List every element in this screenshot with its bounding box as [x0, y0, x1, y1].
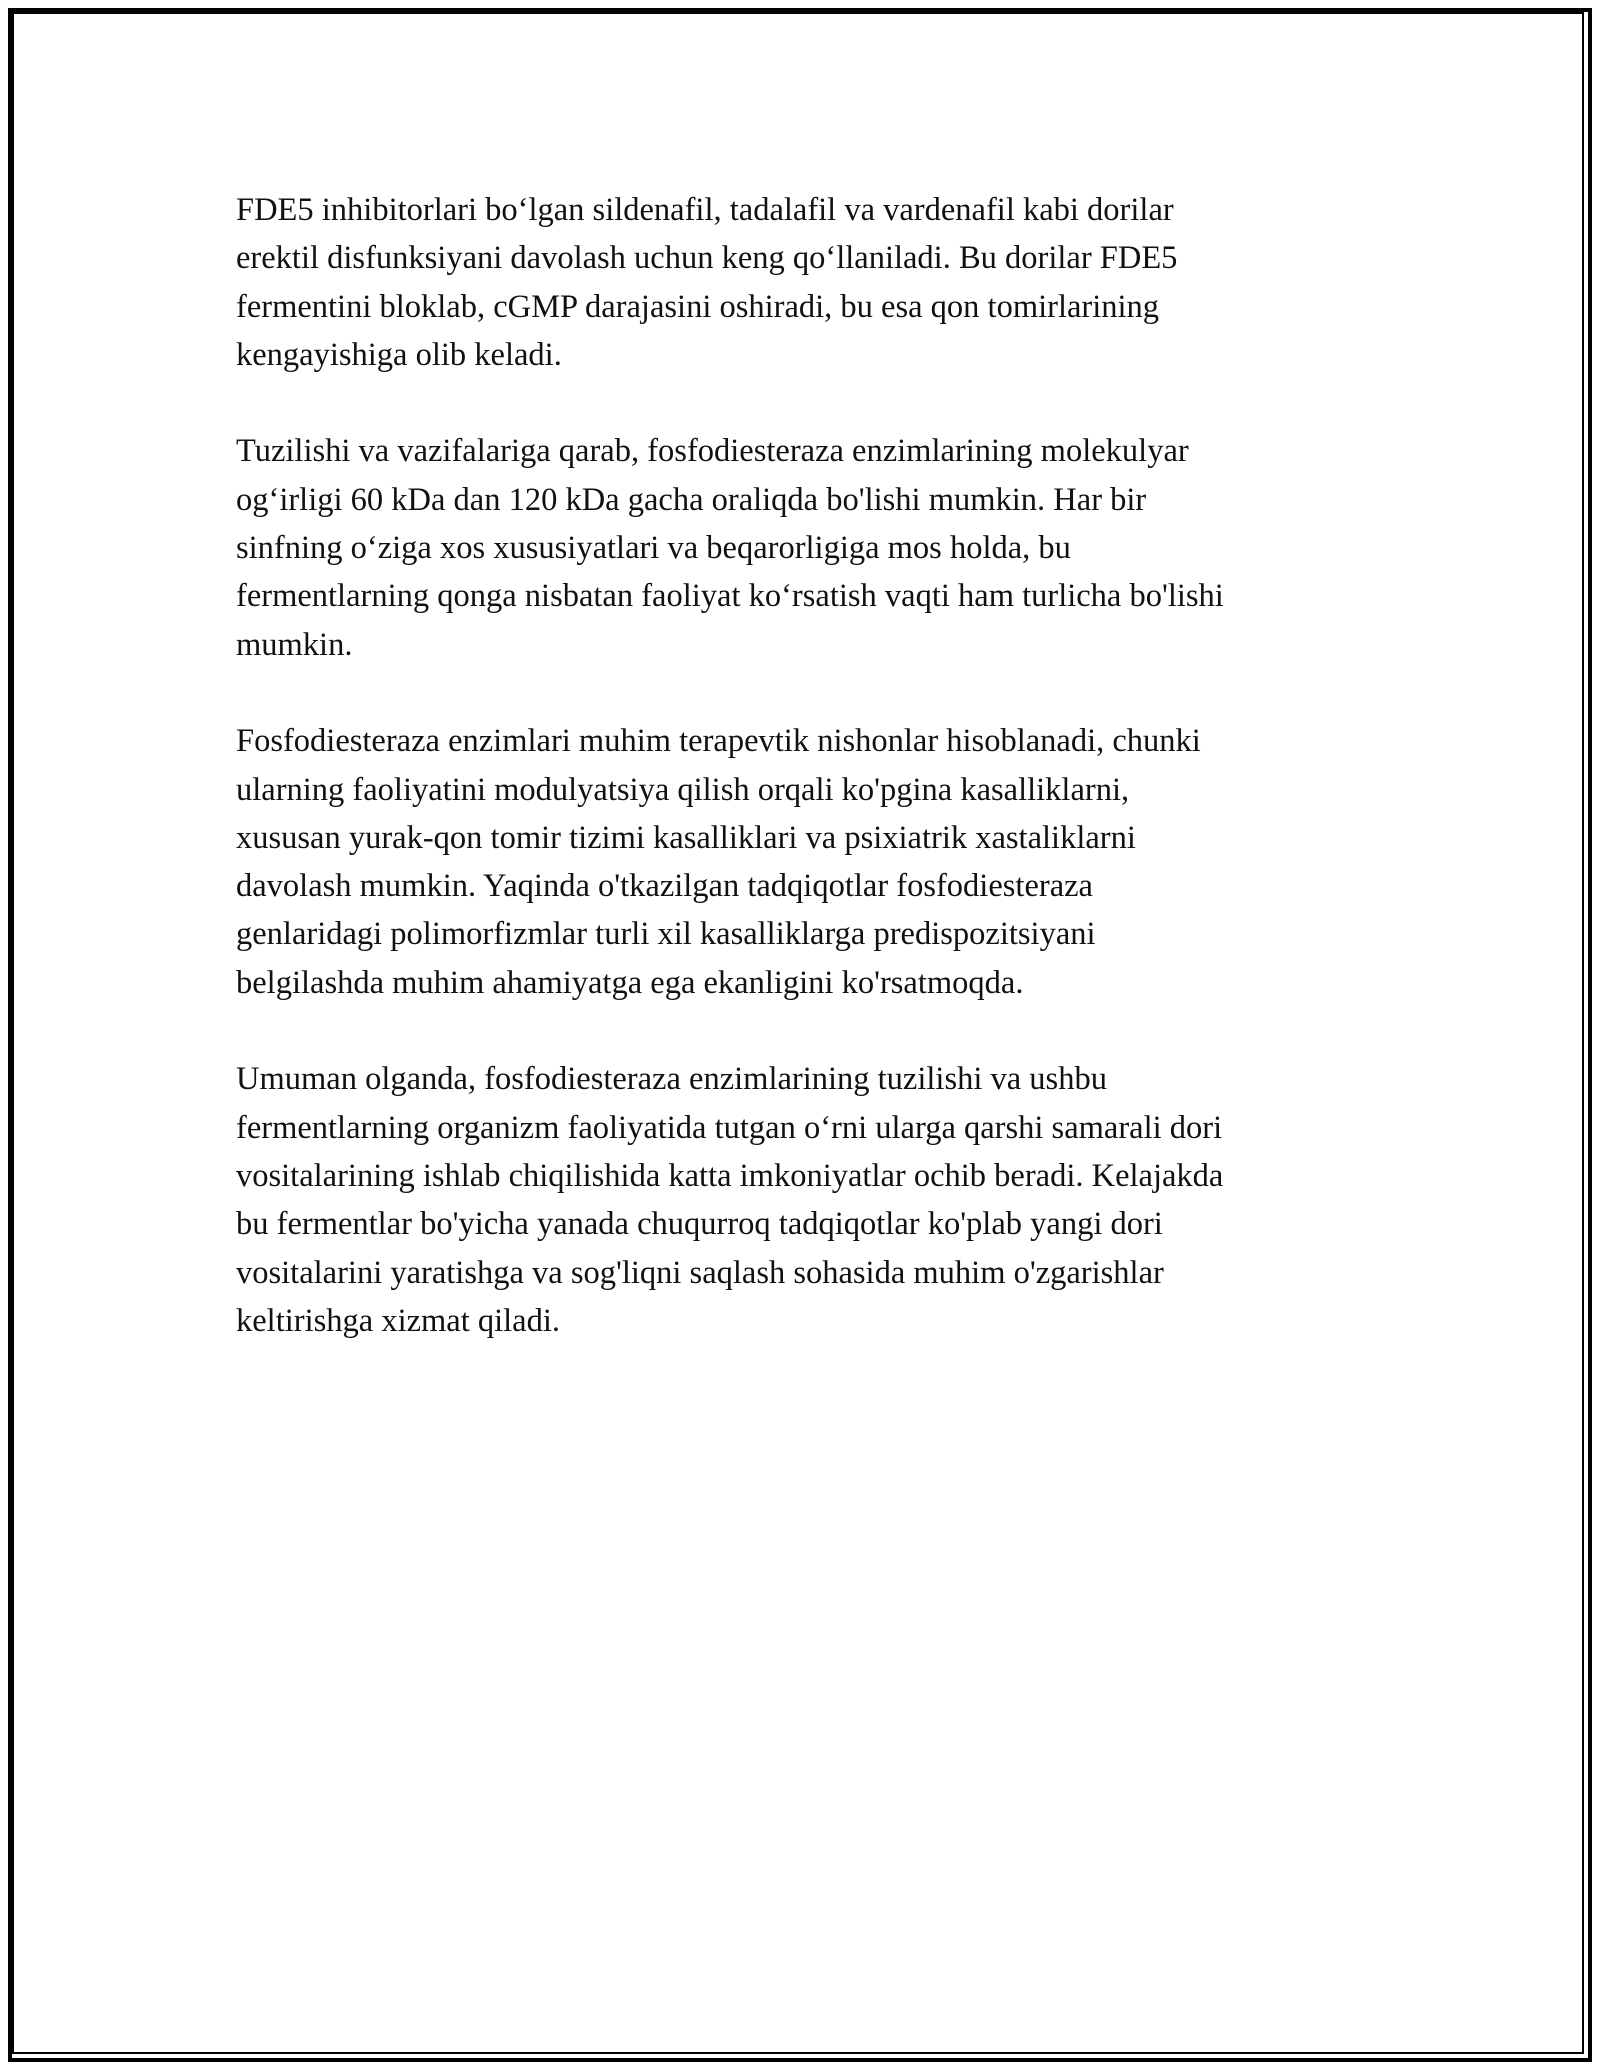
document-body: [236, 186, 1366, 1393]
paragraph-3: Fosfodiesteraza enzimlari muhim terapevtik nishonlar hisoblanadi, chunki ularning faoliyatini modulyatsiya qilish orqali ko'pgina kasalliklarni, xususan yurak-qon tomir tizimi kasalliklari va psixiatrik xastaliklarni davolash mumkin. Yaqinda o'tkazilgan tadqiqotlar fosfodiesteraza genlaridagi polimorfizmlar turli xil kasalliklarga predispozitsiyani belgilashda muhim ahamiyatga ega ekanligini ko'rsatmoqda.: [236, 723, 1201, 1001]
paragraph-2: Tuzilishi va vazifalariga qarab, fosfodiesteraza enzimlarining molekulyar og‘irligi 60 kDa dan 120 kDa gacha oraliqda bo'lishi mumkin. Har bir sinfning o‘ziga xos xususiyatlari va beqarorligiga mos holda, bu fermentlarning qonga nisbatan faoliyat ko‘rsatish vaqti ham turlicha bo'lishi mumkin.: [236, 433, 1224, 663]
paragraph-4: Umuman olganda, fosfodiesteraza enzimlarining tuzilishi va ushbu fermentlarning organizm faoliyatida tutgan o‘rni ularga qarshi samarali dori vositalarining ishlab chiqilishida katta imkoniyatlar ochib beradi. Kelajakda bu fermentlar bo'yicha yanada chuqurroq tadqiqotlar ko'plab yangi dori vositalarini yaratishga va sog'liqni saqlash sohasida muhim o'zgarishlar keltirishga xizmat qiladi.: [236, 1061, 1224, 1339]
paragraph-1: FDE5 inhibitorlari bo‘lgan sildenafil, tadalafil va vardenafil kabi dorilar erektil disfunksiyani davolash uchun keng qo‘llaniladi. Bu dorilar FDE5 fermentini bloklab, cGMP darajasini oshiradi, bu esa qon tomirlarining kengayishiga olib keladi.: [236, 192, 1178, 373]
